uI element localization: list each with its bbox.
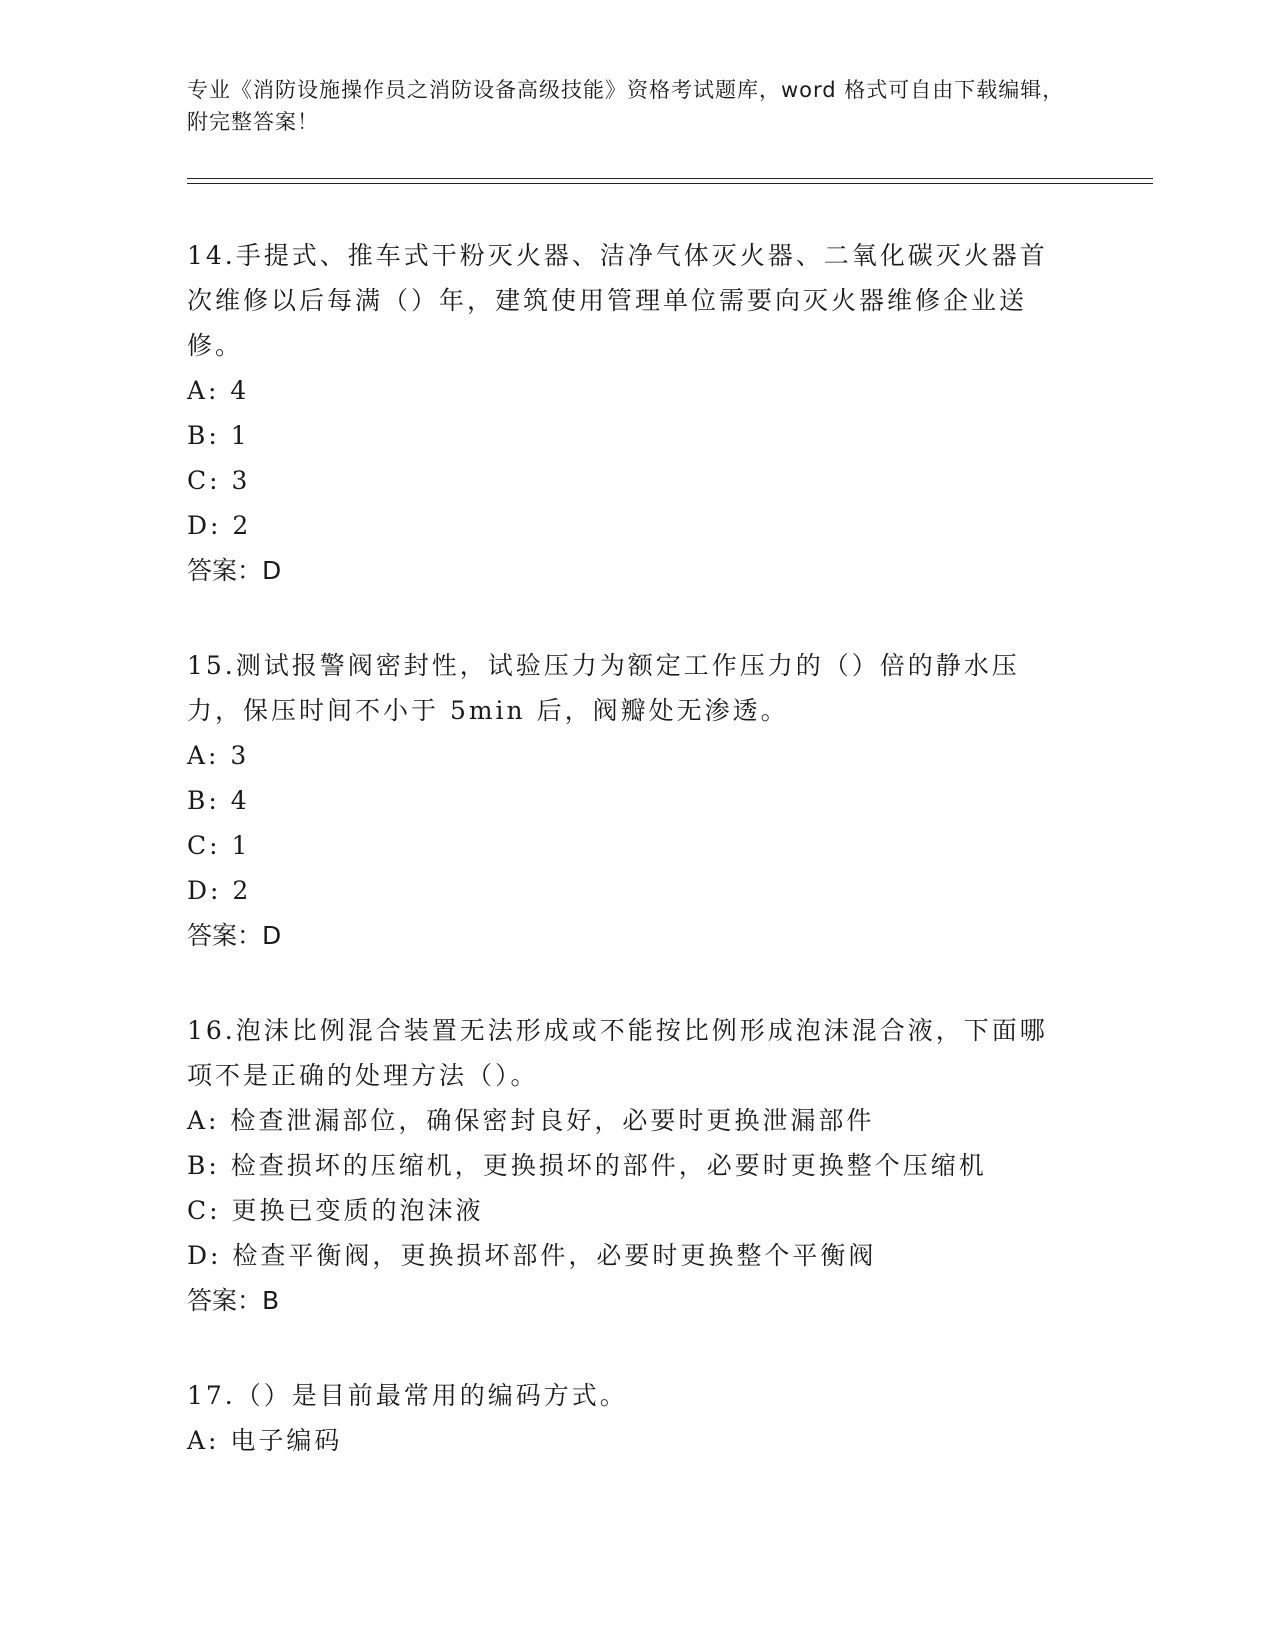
header-divider-bottom (187, 183, 1153, 184)
option-a: A: 3 (187, 741, 250, 770)
question-15 (187, 643, 1067, 958)
header-divider-top (187, 178, 1153, 179)
option-c: C: 1 (187, 831, 251, 860)
option-a: A: 电子编码 (187, 1426, 343, 1455)
answer-line: 答案：D (187, 921, 282, 950)
option-b: B: 1 (187, 421, 250, 450)
question-17 (187, 1373, 1067, 1463)
option-d: D: 2 (187, 876, 252, 905)
option-a: A: 检查泄漏部位，确保密封良好，必要时更换泄漏部件 (187, 1106, 875, 1135)
option-d: D: 检查平衡阀，更换损坏部件，必要时更换整个平衡阀 (187, 1241, 877, 1270)
answer-line: 答案：B (187, 1286, 280, 1315)
option-a: A: 4 (187, 376, 250, 405)
question-text: 15.测试报警阀密封性，试验压力为额定工作压力的（）倍的静水压力，保压时间不小于 5min 后，阀瓣处无渗透。 (187, 651, 1020, 725)
option-b: B: 4 (187, 786, 250, 815)
question-text: 16.泡沫比例混合装置无法形成或不能按比例形成泡沫混合液，下面哪项不是正确的处理方法（）。 (187, 1016, 1048, 1090)
option-c: C: 3 (187, 466, 251, 495)
option-d: D: 2 (187, 511, 252, 540)
option-c: C: 更换已变质的泡沫液 (187, 1196, 484, 1225)
option-b: B: 检查损坏的压缩机，更换损坏的部件，必要时更换整个压缩机 (187, 1151, 987, 1180)
answer-line: 答案：D (187, 556, 282, 585)
question-16 (187, 1008, 1067, 1323)
question-text: 17.（）是目前最常用的编码方式。 (187, 1381, 628, 1410)
document-header-intro: 专业《消防设施操作员之消防设备高级技能》资格考试题库，word 格式可自由下载编辑，附完整答案！ (187, 78, 1065, 134)
question-text: 14.手提式、推车式干粉灭火器、洁净气体灭火器、二氧化碳灭火器首次维修以后每满（）年，建筑使用管理单位需要向灭火器维修企业送修。 (187, 241, 1048, 360)
question-14 (187, 233, 1067, 593)
